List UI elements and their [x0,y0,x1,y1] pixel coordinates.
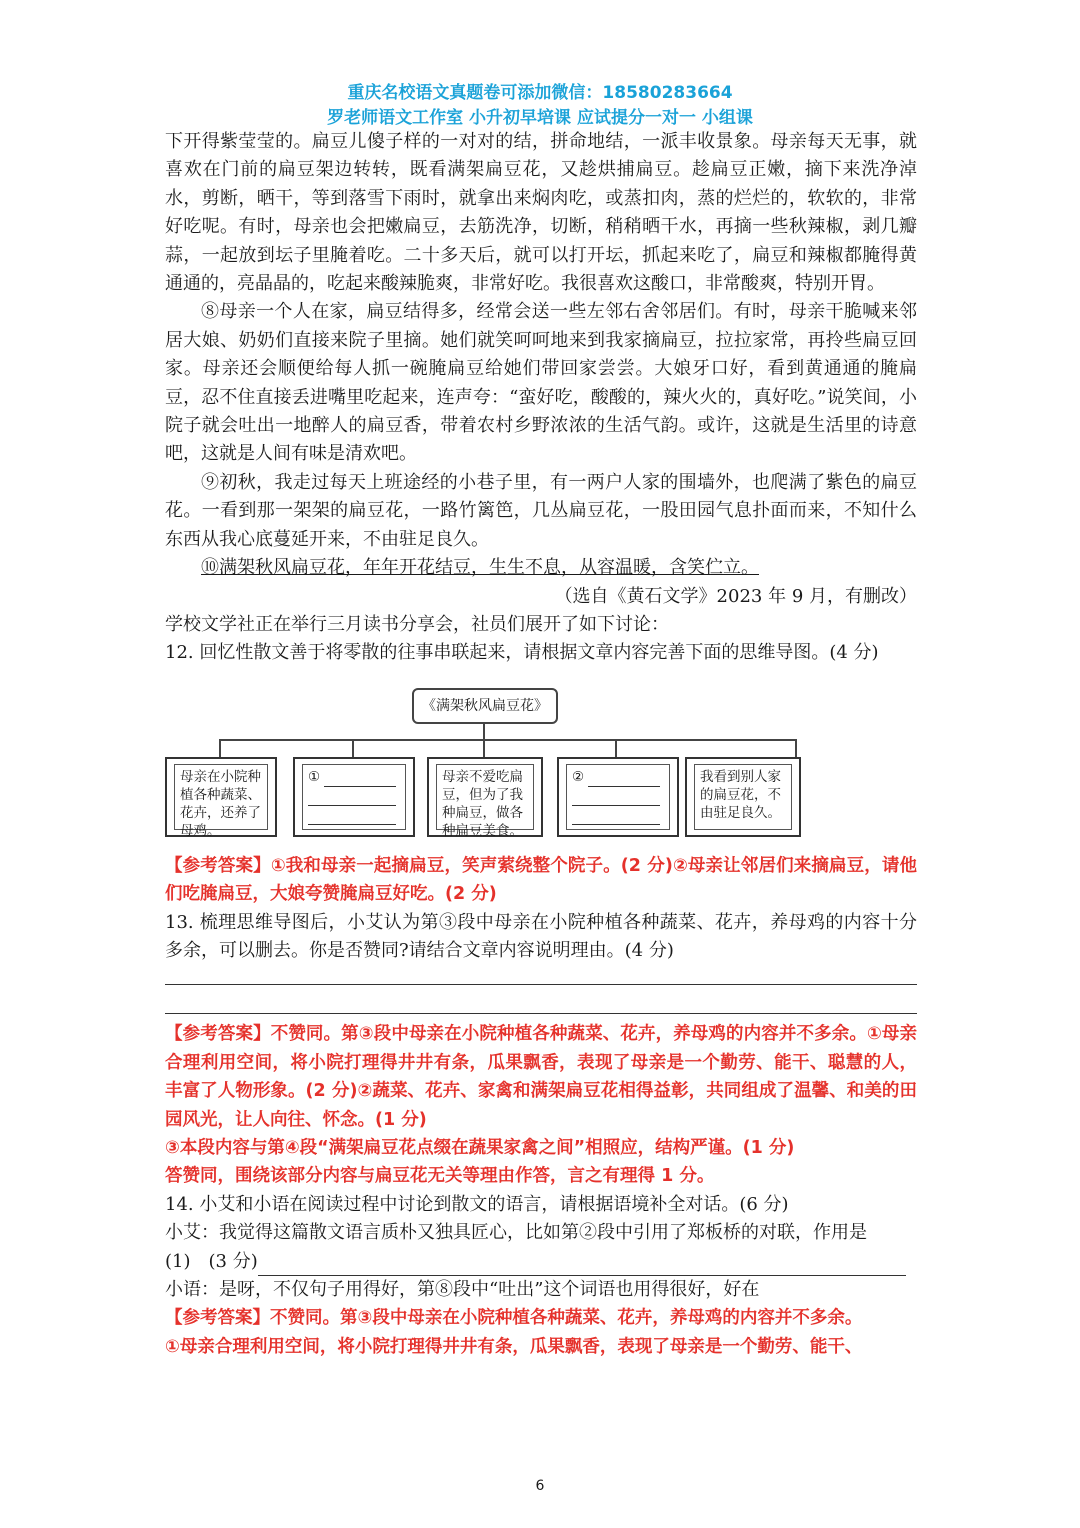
blank-line [572,806,660,825]
mind-map-box-5 [685,757,801,837]
mind-map-connector-5 [795,739,797,758]
mind-map-box-2-label: ① [308,768,321,785]
mind-map-box-1-text: 母亲在小院种植各种蔬菜、花卉，还养了母鸡。 [174,764,268,830]
blank-line [324,768,396,787]
dialogue-blank-1 [165,1248,917,1276]
answer-13-tag: 【参考答案】 [165,1024,271,1045]
blank-line [308,806,396,825]
mind-map-box-4 [557,757,679,837]
blank-line [588,768,660,787]
blank-line [308,787,396,806]
mind-map-branch-bar [219,739,797,741]
mind-map-box-2 [293,757,415,837]
page-number: 6 [535,1478,545,1494]
answer-12-tag: 【参考答案】 [165,855,271,876]
paragraph-10 [165,554,917,582]
mind-map-connector-3 [483,739,485,758]
header-studio-line: 罗老师语文工作室 小升初早培课 应试提分一对一 小组课 [327,108,753,128]
question-13: 13. 梳理思维导图后，小艾认为第③段中母亲在小院种植各种蔬菜、花卉，养母鸡的内容十分多余，可以删去。你是否赞同?请结合文章内容说明理由。(4 分) [165,911,917,961]
answer-13-line-3: 答赞同，围绕该部分内容与扁豆花无关等理由作答，言之有理得 1 分。 [165,1166,715,1187]
mind-map-connector-4 [615,739,617,758]
source-citation: （选自《黄石文学》2023 年 9 月，有删改） [554,585,917,607]
mind-map-box-2-blank[interactable] [302,764,406,830]
document-body [165,128,917,1361]
blank-line [572,787,660,806]
mind-map-stem [483,722,485,740]
dialogue-xiaoai: 小艾：我觉得这篇散文语言质朴又独具匠心，比如第②段中引用了郑板桥的对联，作用是 [165,1222,867,1244]
mind-map-box-3 [427,757,543,837]
answer-14-text: 不赞同。第③段中母亲在小院种植各种蔬菜、花卉，养母鸡的内容并不多余。 [270,1308,863,1329]
answer-12 [165,852,917,909]
answer-13 [165,1020,917,1134]
paragraph-9: ⑨初秋，我走过每天上班途经的小巷子里，有一两户人家的围墙外，也爬满了紫色的扁豆花。一看到那一架架的扁豆花，一路竹篱笆，几丛扁豆花，一股田园气息扑面而来，不知什么东西从我心底蔓延开来，不由驻足良久。 [165,471,917,550]
paragraph-7-continued: 下开得紫莹莹的。扁豆儿傻子样的一对对的结，拼命地结，一派丰收景象。母亲每天无事，就喜欢在门前的扁豆架边转转，既看满架扁豆花，又趁烘捕扁豆。趁扁豆正嫩，摘下来洗净淖水，剪断，晒干，等到落雪下雨时，就拿出来焖肉吃，或蒸扣肉，蒸的烂烂的，软软的，非常好吃呢。有时，母亲也会把嫩扁豆，去筋洗净，切断，稍稍晒干水，再摘一些秋辣椒，剥几瓣蒜，一起放到坛子里腌着吃。二十多天后，就可以打开坛，抓起来吃了，扁豆和辣椒都腌得黄通通的，亮晶晶的，吃起来酸辣脆爽，非常好吃。我很喜欢这酸口，非常酸爽，特别开胃。 [165,131,917,295]
mind-map-box-3-text: 母亲不爱吃扁豆，但为了我种扁豆，做各种扁豆美食。 [436,764,534,830]
question-14: 14. 小艾和小语在阅读过程中讨论到散文的语言，请根据语境补全对话。(6 分) [165,1193,789,1215]
paragraph-8: ⑧母亲一个人在家，扁豆结得多，经常会送一些左邻右舍邻居们。有时，母亲干脆喊来邻居大娘、奶奶们直接来院子里摘。她们就笑呵呵地来到我家摘扁豆，拉拉家常，再拎些扁豆回家。母亲还会顺便给每人抓一碗腌扁豆给她们带回家尝尝。大娘牙口好，看到黄通通的腌扁豆，忍不住直接丢进嘴里吃起来，连声夸：“蛮好吃，酸酸的，辣火火的，真好吃。”说笑间，小院子就会吐出一地醉人的扁豆香，带着农村乡野浓浓的生活气韵。或许，这就是生活里的诗意吧，这就是人间有味是清欢吧。 [165,301,917,465]
mind-map-connector-1 [219,739,221,758]
answer-13-text: 不赞同。第③段中母亲在小院种植各种蔬菜、花卉，养母鸡的内容并不多余。①母亲合理利用空间，将小院打理得井井有条，瓜果飘香，表现了母亲是一个勤劳、能干、聪慧的人，丰富了人物形象。(2 分)②蔬菜、花卉、家禽和满架扁豆花相得益彰，共同组成了温馨、和美的田园风光，让人向往、怀念。(1 分) [165,1024,917,1130]
mind-map [165,674,917,840]
paragraph-10-text: ⑩满架秋风扁豆花，年年开花结豆，生生不息，从容温暖，含笑伫立。 [201,557,759,579]
dialogue-xiaoyu: 小语：是呀，不仅句子用得好，第⑧段中“吐出”这个词语也用得很好，好在 [165,1279,760,1300]
mind-map-box-5-text: 我看到别人家的扁豆花，不由驻足良久。 [694,764,792,830]
answer-14-line-2: ①母亲合理利用空间，将小院打理得井井有条，瓜果飘香，表现了母亲是一个勤劳、能干、 [165,1336,863,1357]
mind-map-box-1 [165,757,277,837]
fill-line-1[interactable] [258,1257,906,1276]
header-contact-line: 重庆名校语文真题卷可添加微信：18580283664 [347,83,733,103]
answer-12-text: ①我和母亲一起摘扁豆，笑声萦绕整个院子。(2 分)②母亲让邻居们来摘扁豆，请他们吃腌扁豆，大娘夸赞腌扁豆好吃。(2 分) [165,855,918,905]
blank-1-label: (1) (3 分) [165,1250,258,1272]
discussion-intro: 学校文学社正在举行三月读书分享会，社员们展开了如下讨论： [165,613,669,635]
mind-map-root: 《满架秋风扁豆花》 [412,688,558,724]
question-12: 12. 回忆性散文善于将零散的往事串联起来，请根据文章内容完善下面的思维导图。(4 分) [165,642,879,664]
mind-map-box-4-label: ② [572,768,585,785]
answer-13-line-2: ③本段内容与第④段“满架扁豆花点缀在蔬果家禽之间”相照应，结构严谨。(1 分) [165,1137,795,1158]
answer-14-tag: 【参考答案】 [165,1308,270,1329]
mind-map-box-4-blank[interactable] [566,764,670,830]
answer-14 [165,1304,917,1332]
mind-map-connector-2 [352,739,354,758]
